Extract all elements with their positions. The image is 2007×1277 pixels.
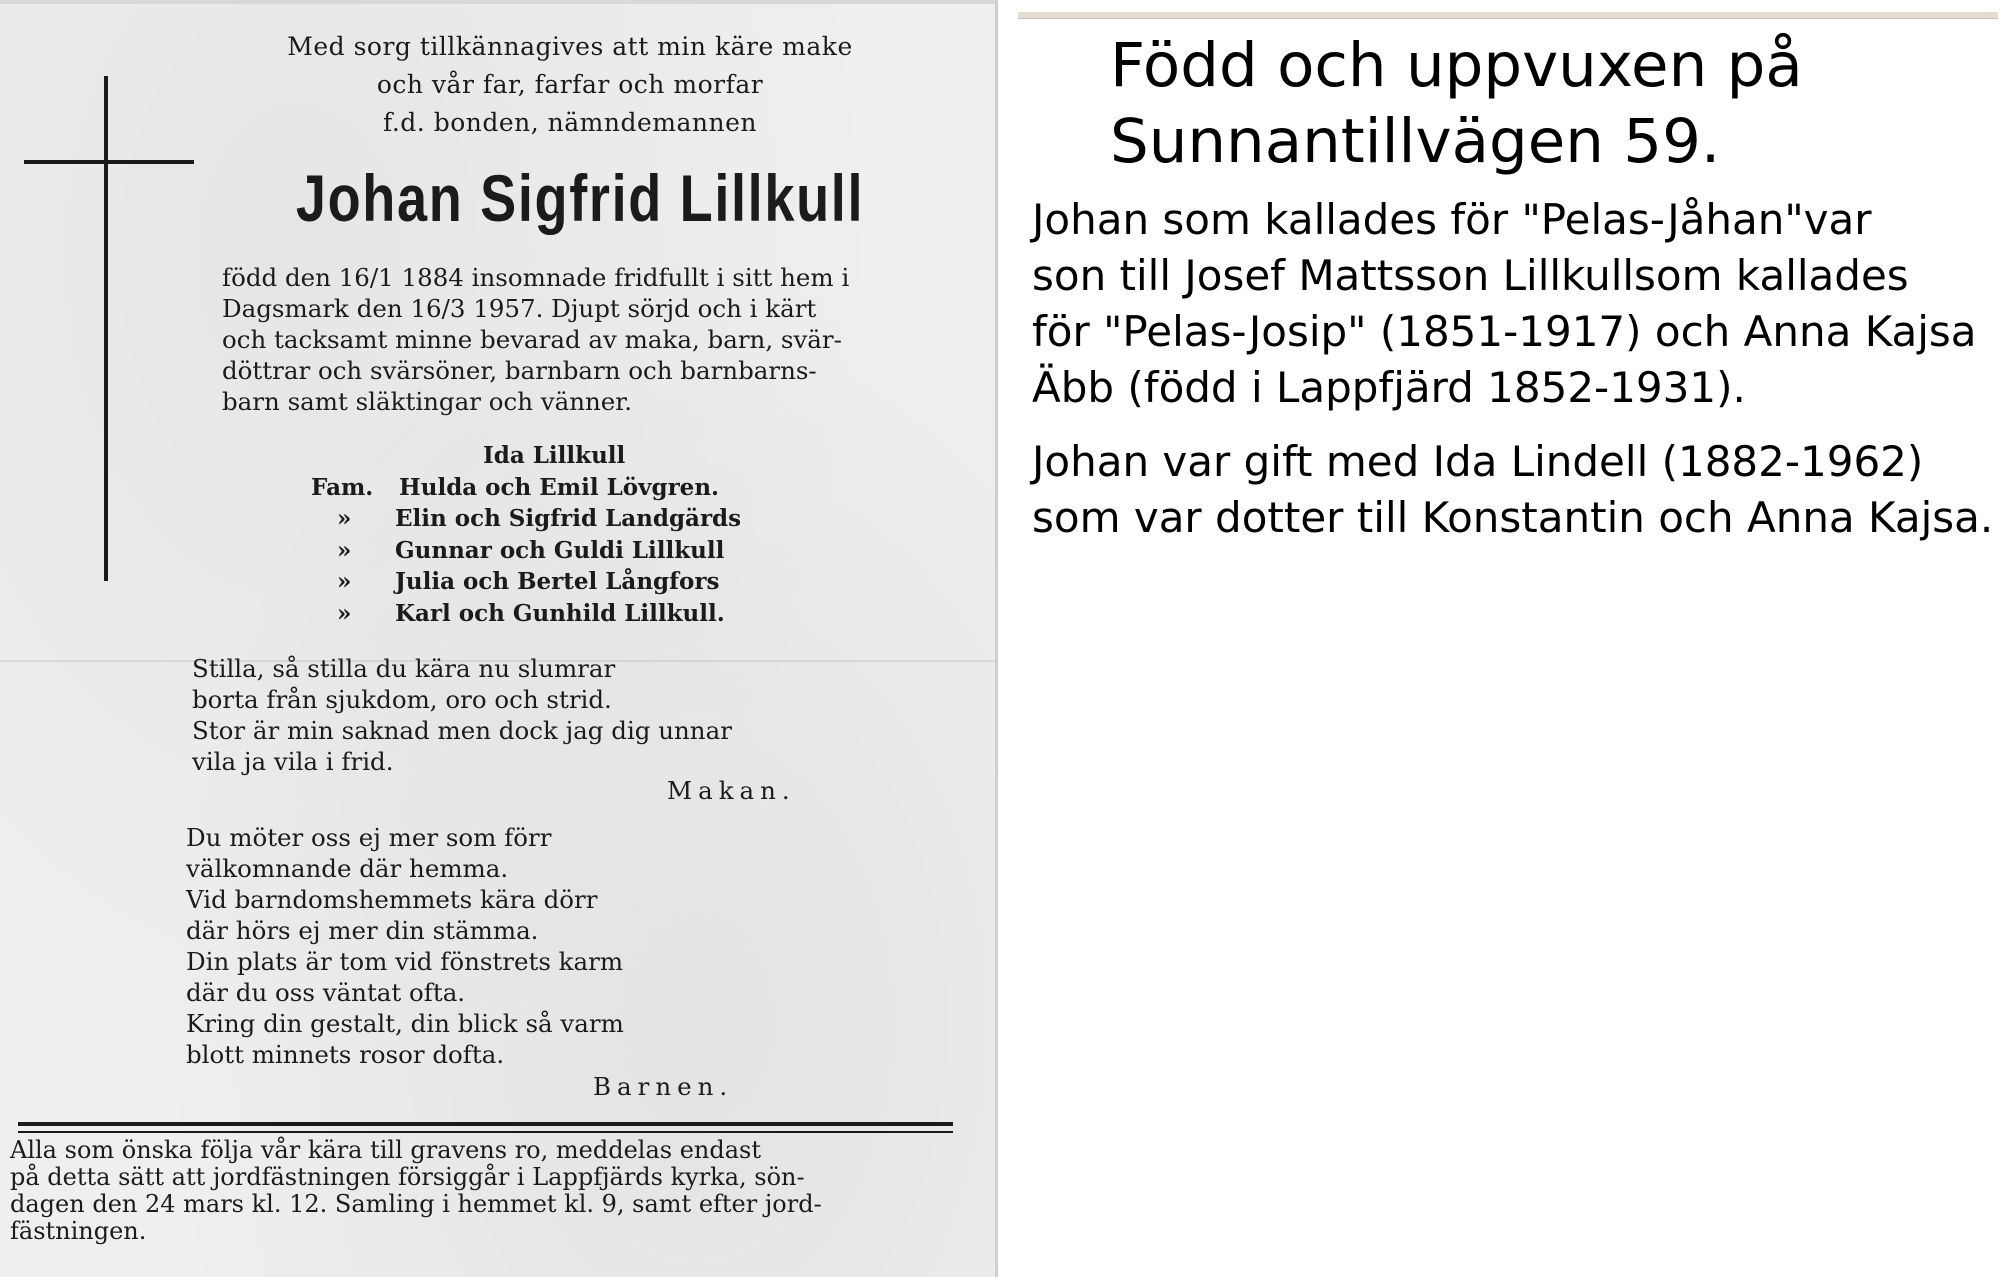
mourner-name: Karl och Gunhild Lillkull. — [395, 599, 725, 627]
notice-line: på detta sätt att jordfästningen försiggår i Lappfjärds kyrka, sön- — [10, 1163, 805, 1191]
bio-line: döttrar och svärsöner, barnbarn och barnbarns- — [222, 356, 817, 385]
poem-from-children — [186, 822, 624, 1070]
mourner-row — [307, 503, 741, 535]
poem-line: Vid barndomshemmets kära dörr — [186, 885, 598, 914]
paragraph-line: Äbb (född i Lappfjärd 1852-1931). — [1032, 363, 1746, 412]
bio-line: född den 16/1 1884 insomnade fridfullt i sitt hem i — [222, 263, 850, 292]
poem-line: Din plats är tom vid fönstrets karm — [186, 947, 624, 976]
poem-from-wife — [192, 653, 732, 777]
clipping-top-edge — [0, 0, 995, 4]
mourner-row — [307, 598, 741, 630]
mourner-name: Gunnar och Guldi Lillkull — [395, 536, 725, 564]
deceased-name: Johan Sigfrid Lillkull — [295, 161, 865, 235]
cross-icon-horizontal — [24, 160, 194, 164]
narrative-paragraph-spouse — [1032, 434, 1993, 546]
divider-rule — [18, 1122, 953, 1126]
mourner-name: Hulda och Emil Lövgren. — [399, 473, 720, 501]
bio-line: Dagsmark den 16/3 1957. Djupt sörjd och i kärt — [222, 294, 817, 323]
mourner-name: Julia och Bertel Långfors — [395, 568, 720, 595]
mourner-name: Elin och Sigfrid Landgärds — [395, 505, 742, 532]
mourner-prefix: » — [337, 536, 352, 564]
mourner-prefix: » — [337, 599, 352, 627]
mourner-name: Ida Lillkull — [483, 442, 626, 469]
mourner-row — [307, 535, 741, 567]
poem-line: Kring din gestalt, din blick så varm — [186, 1009, 624, 1038]
divider-rule-thin — [18, 1131, 953, 1133]
poem-line: där du oss väntat ofta. — [186, 978, 466, 1007]
headline-line: Sunnantillvägen 59. — [1110, 106, 1721, 177]
headline-line: Född och uppvuxen på — [1110, 30, 1803, 101]
mourner-prefix: » — [337, 505, 352, 532]
paragraph-line: Johan var gift med Ida Lindell (1882-1962) — [1032, 437, 1924, 486]
photo-strip-edge — [1018, 12, 1998, 19]
mourner-prefix — [395, 440, 483, 472]
poem-line: borta från sjukdom, oro och strid. — [192, 685, 612, 714]
poem-line: välkomnande där hemma. — [186, 854, 509, 883]
mourners-list — [311, 440, 742, 629]
poem-line: blott minnets rosor dofta. — [186, 1040, 505, 1069]
obituary-clipping — [0, 0, 998, 1277]
intro-line: och vår far, farfar och morfar — [376, 70, 764, 99]
poem-signature-wife: Makan. — [667, 776, 796, 805]
mourner-row — [395, 440, 741, 472]
paragraph-line: son till Josef Mattsson Lillkullsom kallades — [1032, 251, 1909, 300]
mourner-row — [307, 566, 741, 598]
mourner-prefix: Fam. — [311, 473, 374, 501]
paragraph-line: Johan som kallades för "Pelas-Jåhan"var — [1032, 195, 1872, 244]
poem-line: Stor är min saknad men dock jag dig unnar — [192, 716, 732, 745]
intro-line: Med sorg tillkännagives att min käre make — [287, 32, 853, 61]
bio-line: och tacksamt minne bevarad av maka, barn, svär- — [222, 325, 842, 354]
paragraph-line: som var dotter till Konstantin och Anna Kajsa. — [1032, 493, 1994, 542]
bio-line: barn samt släktingar och vänner. — [222, 387, 633, 416]
paragraph-line: för "Pelas-Josip" (1851-1917) och Anna Kajsa — [1032, 307, 1977, 356]
funeral-notice — [10, 1137, 960, 1245]
poem-line: vila ja vila i frid. — [192, 747, 394, 776]
narrative-paragraph-parents — [1032, 192, 1977, 416]
mourner-row — [311, 472, 741, 504]
mourner-prefix: » — [337, 568, 352, 595]
notice-line: Alla som önska följa vår kära till gravens ro, meddelas endast — [10, 1136, 761, 1164]
poem-line: där hörs ej mer din stämma. — [186, 916, 539, 945]
obituary-bio — [222, 262, 962, 417]
notice-line: dagen den 24 mars kl. 12. Samling i hemmet kl. 9, samt efter jord- — [10, 1190, 822, 1218]
narrative-headline — [1110, 28, 1803, 180]
obituary-intro — [230, 28, 910, 142]
notice-line: fästningen. — [10, 1217, 147, 1245]
intro-line: f.d. bonden, nämndemannen — [383, 108, 757, 137]
poem-line: Stilla, så stilla du kära nu slumrar — [192, 654, 616, 683]
narrative-panel — [1010, 0, 2007, 1277]
poem-line: Du möter oss ej mer som förr — [186, 823, 552, 852]
cross-icon-vertical — [104, 76, 108, 581]
poem-signature-children: Barnen. — [593, 1072, 734, 1101]
